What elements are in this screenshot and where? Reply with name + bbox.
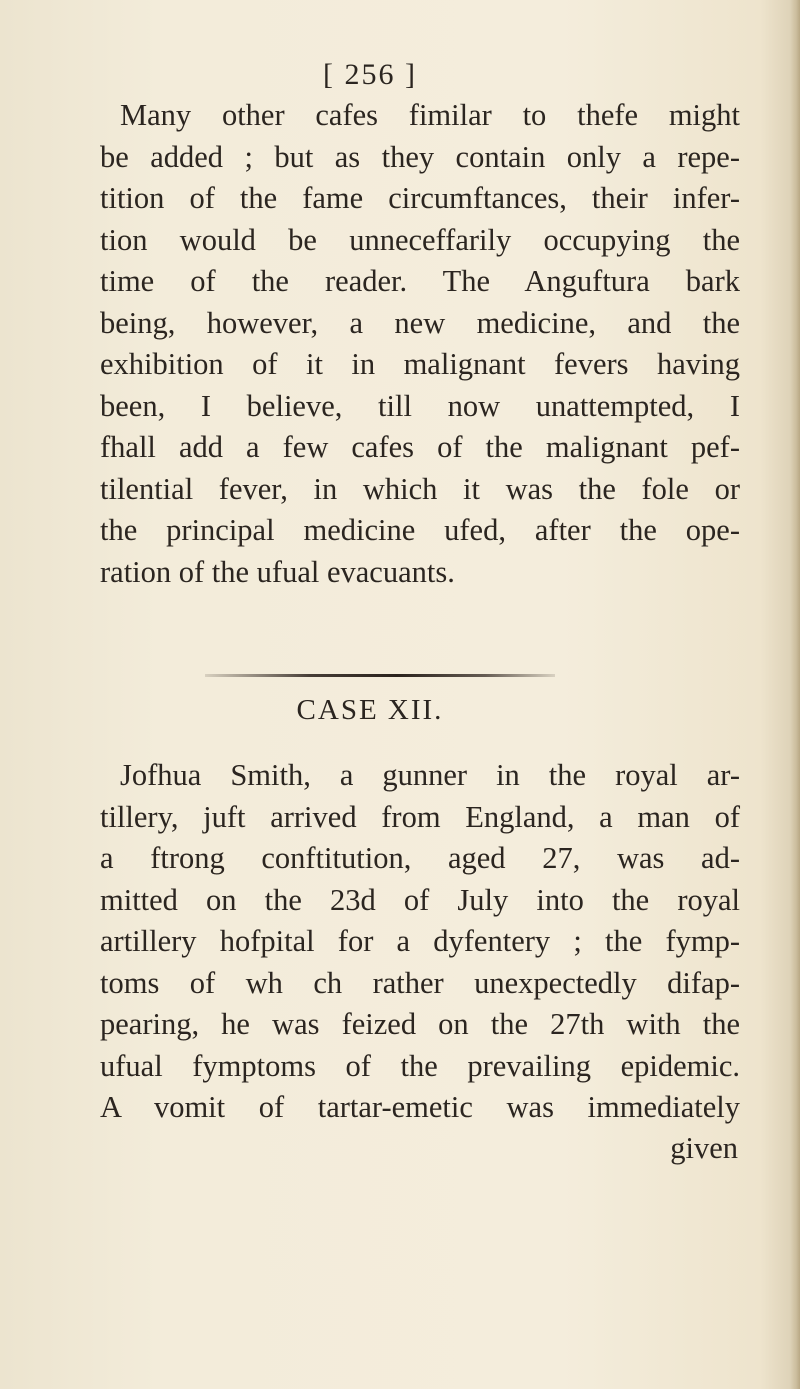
- text-line: fhall add a few cafes of the malignant pef-: [100, 430, 740, 464]
- catchword: given: [670, 1131, 738, 1165]
- text-line: be added ; but as they contain only a repe-: [100, 139, 740, 174]
- page-edge-shadow: [790, 0, 800, 1389]
- text-line: time of the reader. The Anguftura bark: [100, 264, 740, 298]
- text-line: A vomit of tartar-emetic was immediately: [100, 1090, 740, 1124]
- text-line: pearing, he was feized on the 27th with the: [100, 1007, 740, 1041]
- text-line: tilential fever, in which it was the fole or: [100, 471, 740, 506]
- page-number: [ 256 ]: [323, 58, 417, 91]
- text-line: ufual fymptoms of the prevailing epidemic.: [100, 1048, 740, 1083]
- paragraph-intro: [100, 95, 740, 593]
- text-line: exhibition of it in malignant fevers having: [100, 347, 740, 381]
- text-line: ration of the ufual evacuants.: [100, 554, 455, 589]
- text-line: tition of the fame circumftances, their infer-: [100, 181, 740, 215]
- text-line: the principal medicine ufed, after the ope-: [100, 513, 740, 547]
- text-line: Jofhua Smith, a gunner in the royal ar-: [120, 758, 740, 792]
- text-line: a ftrong conftitution, aged 27, was ad-: [100, 841, 740, 875]
- text-line: been, I believe, till now unattempted, I: [100, 388, 740, 423]
- paragraph-case: [100, 755, 740, 1129]
- text-line: tion would be unneceffarily occupying the: [100, 222, 740, 257]
- text-line: tillery, juft arrived from England, a man of: [100, 799, 740, 834]
- case-heading: CASE XII.: [296, 694, 444, 726]
- text-line: mitted on the 23d of July into the royal: [100, 882, 740, 917]
- section-divider: [205, 674, 555, 677]
- text-line: artillery hofpital for a dyfentery ; the fymp-: [100, 924, 740, 958]
- text-line: Many other cafes fimilar to thefe might: [120, 98, 740, 132]
- text-line: being, however, a new medicine, and the: [100, 305, 740, 340]
- text-line: toms of wh ch rather unexpectedly difap-: [100, 965, 740, 1000]
